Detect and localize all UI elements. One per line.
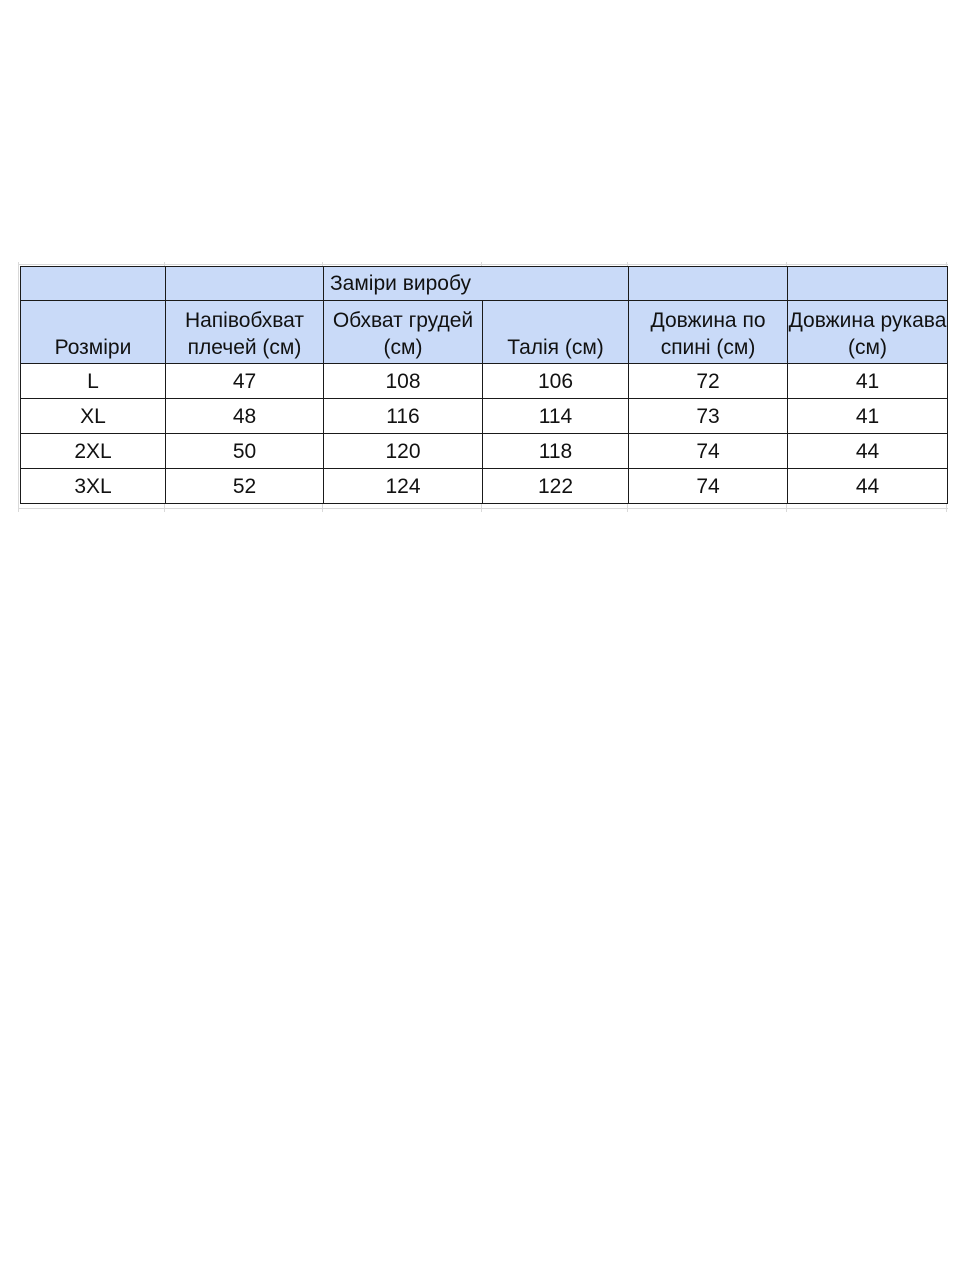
table-cell: 108 bbox=[324, 364, 483, 399]
table-cell: 2XL bbox=[21, 434, 166, 469]
table-row bbox=[21, 364, 948, 399]
column-header-waist: Талія (см) bbox=[483, 301, 629, 364]
table-cell: 44 bbox=[788, 434, 948, 469]
table-row bbox=[21, 434, 948, 469]
table-cell: 74 bbox=[629, 434, 788, 469]
column-header-sleeve-length: Довжина рукава (см) bbox=[788, 301, 948, 364]
table-cell: 106 bbox=[483, 364, 629, 399]
gridline bbox=[18, 262, 19, 512]
table-cell: 120 bbox=[324, 434, 483, 469]
column-header-chest: Обхват грудей (см) bbox=[324, 301, 483, 364]
title-row-empty-cell bbox=[483, 267, 629, 301]
table-cell: 41 bbox=[788, 399, 948, 434]
table-cell: 114 bbox=[483, 399, 629, 434]
table-header-row bbox=[21, 301, 948, 364]
table-cell: 41 bbox=[788, 364, 948, 399]
title-row-empty-cell bbox=[166, 267, 324, 301]
table-cell: 47 bbox=[166, 364, 324, 399]
table-cell: 48 bbox=[166, 399, 324, 434]
title-row-empty-cell bbox=[788, 267, 948, 301]
table-row bbox=[21, 469, 948, 504]
table-row bbox=[21, 399, 948, 434]
table-cell: 50 bbox=[166, 434, 324, 469]
table-cell: 44 bbox=[788, 469, 948, 504]
size-chart-table bbox=[20, 266, 948, 504]
column-header-back-length: Довжина по спині (см) bbox=[629, 301, 788, 364]
column-header-size: Розміри bbox=[21, 301, 166, 364]
table-cell: 118 bbox=[483, 434, 629, 469]
gridline bbox=[18, 508, 948, 509]
table-title-row bbox=[21, 267, 948, 301]
gridline bbox=[18, 264, 948, 265]
column-header-shoulders: Напівобхват плечей (см) bbox=[166, 301, 324, 364]
table-cell: L bbox=[21, 364, 166, 399]
table-cell: 3XL bbox=[21, 469, 166, 504]
table-cell: XL bbox=[21, 399, 166, 434]
table-title: Заміри виробу bbox=[324, 267, 483, 301]
table-cell: 124 bbox=[324, 469, 483, 504]
table-cell: 72 bbox=[629, 364, 788, 399]
title-row-empty-cell bbox=[629, 267, 788, 301]
table-cell: 116 bbox=[324, 399, 483, 434]
table-cell: 73 bbox=[629, 399, 788, 434]
spreadsheet-area bbox=[18, 262, 948, 512]
title-row-empty-cell bbox=[21, 267, 166, 301]
table-cell: 74 bbox=[629, 469, 788, 504]
table-cell: 52 bbox=[166, 469, 324, 504]
table-cell: 122 bbox=[483, 469, 629, 504]
